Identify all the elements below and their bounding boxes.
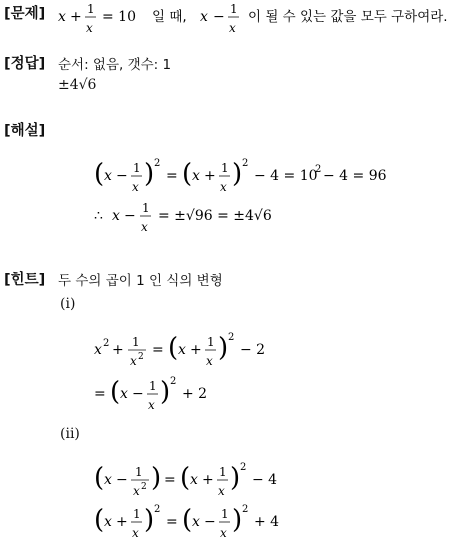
svg-text:−: −: [116, 168, 128, 184]
svg-text:1: 1: [142, 201, 150, 215]
svg-text:+: +: [204, 168, 216, 184]
svg-text:): ): [160, 377, 171, 407]
hint-equation-3: [90, 458, 420, 502]
svg-text:2: 2: [138, 352, 144, 362]
svg-text:2: 2: [154, 504, 161, 515]
svg-text:x: x: [104, 472, 112, 488]
problem-frac-num: 1: [87, 2, 95, 16]
answer-label: [정답]: [4, 56, 46, 72]
svg-text:+: +: [116, 514, 128, 530]
svg-text:): ): [232, 159, 243, 189]
problem-plus: +: [70, 9, 82, 25]
svg-text:x: x: [132, 526, 139, 540]
svg-text:+: +: [202, 472, 214, 488]
svg-text:x: x: [120, 386, 128, 402]
svg-text:2: 2: [141, 482, 147, 492]
hint-intro: 두 수의 곱이 1 인 식의 변형: [58, 273, 223, 289]
svg-text:2: 2: [242, 504, 249, 515]
svg-text:− 4 = 10: − 4 = 10: [254, 168, 318, 184]
svg-text:(: (: [94, 505, 105, 535]
solution-label: [해설]: [4, 123, 46, 139]
svg-text:2: 2: [240, 462, 247, 473]
hint-equation-4: [90, 500, 420, 541]
svg-text:+ 2: + 2: [182, 386, 208, 402]
svg-text:x: x: [218, 484, 225, 498]
svg-text:(: (: [94, 463, 105, 493]
svg-text:1: 1: [221, 507, 229, 521]
hint-case-ii: (ii): [60, 426, 80, 442]
svg-text:x: x: [104, 168, 112, 184]
problem-statement: [58, 0, 453, 42]
svg-text:x: x: [112, 208, 120, 224]
svg-text:2: 2: [315, 164, 322, 175]
svg-text:∴: ∴: [94, 208, 103, 224]
svg-text:−: −: [132, 386, 144, 402]
svg-text:(: (: [180, 463, 191, 493]
answer-value: ±4√6: [58, 77, 97, 93]
svg-text:): ): [218, 333, 229, 363]
svg-text:x: x: [141, 220, 148, 234]
svg-text:=: =: [94, 386, 106, 402]
svg-text:1: 1: [133, 507, 141, 521]
svg-text:x: x: [192, 168, 200, 184]
svg-text:x: x: [206, 354, 213, 368]
svg-text:1: 1: [207, 335, 215, 349]
svg-text:=: =: [166, 514, 178, 530]
svg-text:(: (: [182, 505, 193, 535]
svg-text:2: 2: [154, 158, 161, 169]
svg-text:− 2: − 2: [240, 342, 266, 358]
svg-text:x: x: [178, 342, 186, 358]
svg-text:x: x: [220, 180, 227, 194]
problem-minus: −: [213, 9, 225, 25]
svg-text:1: 1: [133, 161, 141, 175]
svg-text:2: 2: [103, 338, 110, 349]
problem-label: [문제]: [4, 6, 46, 22]
svg-text:): ): [151, 463, 162, 493]
svg-text:x: x: [130, 354, 137, 368]
problem-text1: 일 때,: [152, 9, 187, 25]
hint-case-i: (i): [60, 296, 76, 312]
answer-line1: 순서: 없음, 갯수: 1: [58, 57, 172, 73]
hint-label: [힌트]: [4, 272, 46, 288]
hint-equation-1: [90, 326, 420, 374]
svg-text:1: 1: [132, 335, 140, 349]
problem-x2: x: [200, 9, 208, 25]
svg-text:2: 2: [242, 158, 249, 169]
svg-text:(: (: [94, 159, 105, 189]
svg-text:x: x: [133, 484, 140, 498]
svg-text:+ 4: + 4: [254, 514, 280, 530]
svg-text:− 4: − 4: [252, 472, 278, 488]
svg-text:x: x: [192, 514, 200, 530]
svg-text:): ): [230, 463, 241, 493]
svg-text:(: (: [182, 159, 193, 189]
svg-text:x: x: [220, 526, 227, 540]
svg-text:=: =: [164, 472, 176, 488]
problem-text2: 이 될 수 있는 값을 모두 구하여라.: [248, 9, 448, 25]
problem-x: x: [58, 9, 66, 25]
svg-text:= ±√96 = ±4√6: = ±√96 = ±4√6: [158, 208, 272, 224]
solution-equation-1: [90, 150, 420, 200]
problem-equals: = 10: [102, 9, 136, 25]
svg-text:−: −: [204, 514, 216, 530]
svg-text:−: −: [124, 208, 136, 224]
svg-text:): ): [232, 505, 243, 535]
svg-text:− 4 = 96: − 4 = 96: [323, 168, 387, 184]
svg-text:−: −: [116, 472, 128, 488]
svg-text:x: x: [132, 180, 139, 194]
svg-text:1: 1: [219, 465, 227, 479]
svg-text:x: x: [104, 514, 112, 530]
svg-text:1: 1: [149, 379, 157, 393]
svg-text:(: (: [110, 377, 121, 407]
svg-text:x: x: [190, 472, 198, 488]
solution-equation-2: [90, 198, 420, 240]
svg-text:): ): [144, 505, 155, 535]
svg-text:1: 1: [135, 465, 143, 479]
problem-frac2-den: x: [229, 21, 236, 35]
svg-text:+: +: [190, 342, 202, 358]
svg-text:): ): [144, 159, 155, 189]
svg-text:+: +: [112, 342, 124, 358]
svg-text:=: =: [152, 342, 164, 358]
hint-equation-2: [90, 370, 420, 418]
problem-frac-den: x: [86, 21, 93, 35]
svg-text:x: x: [148, 398, 155, 412]
svg-text:1: 1: [221, 161, 229, 175]
svg-text:(: (: [168, 333, 179, 363]
svg-text:x: x: [94, 342, 102, 358]
svg-text:2: 2: [228, 332, 235, 343]
svg-text:2: 2: [170, 376, 177, 387]
svg-text:=: =: [166, 168, 178, 184]
problem-frac2-num: 1: [230, 2, 238, 16]
